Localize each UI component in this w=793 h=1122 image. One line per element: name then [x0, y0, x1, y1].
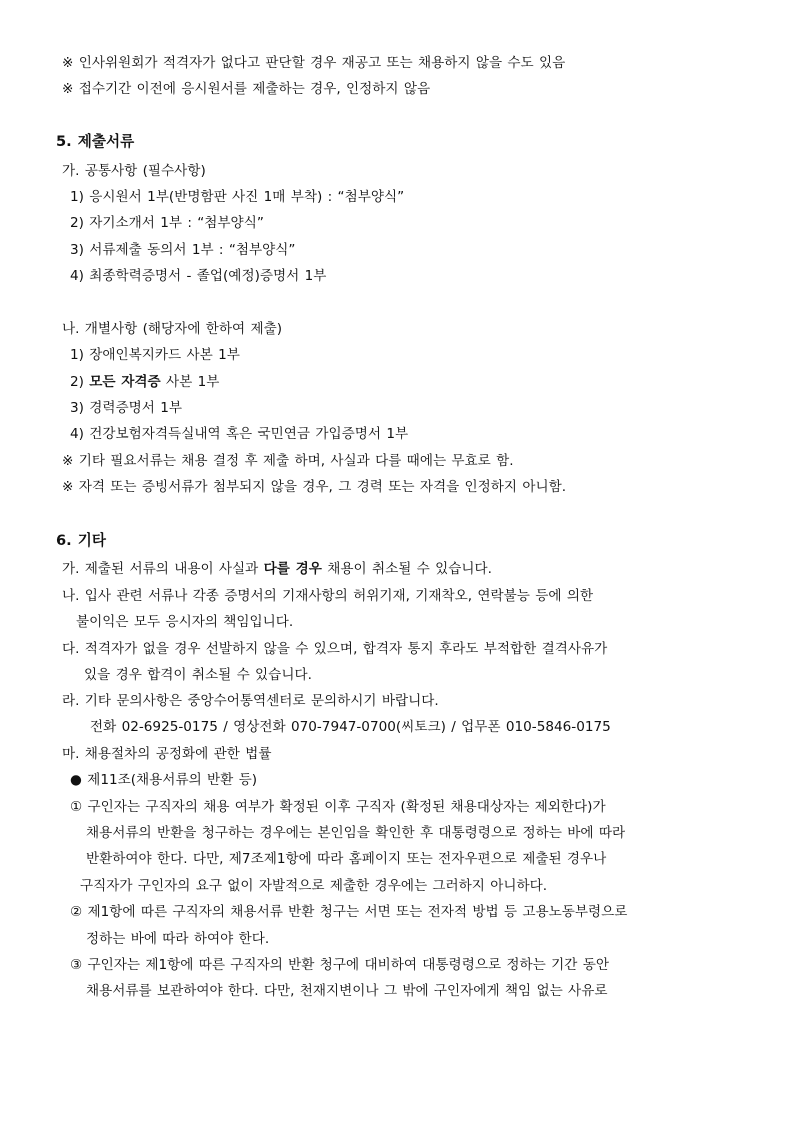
note-early-submission: ※ 접수기간 이전에 응시원서를 제출하는 경우, 인정하지 않음 [62, 81, 431, 97]
individual-item-2 [70, 373, 219, 391]
paragraph-2-line-1: ② 제1항에 따른 구직자의 채용서류 반환 청구는 서면 또는 전자적 방법 등 고용노동부령으로 [70, 904, 628, 920]
paragraph-3-line-1: ③ 구인자는 제1항에 따른 구직자의 반환 청구에 대비하여 대통령령으로 정하는 기간 동안 [70, 957, 609, 973]
etc-ma-heading: 마. 채용절차의 공정화에 관한 법률 [62, 746, 272, 762]
etc-ga [62, 560, 492, 578]
individual-item-2-bold: 모든 자격증 [89, 374, 161, 390]
etc-ra-line-1: 라. 기타 문의사항은 중앙수어통역센터로 문의하시기 바랍니다. [62, 693, 439, 709]
individual-item-2-suffix: 사본 1부 [160, 374, 220, 390]
individual-item-1: 1) 장애인복지카드 사본 1부 [70, 347, 240, 363]
common-item-4: 4) 최종학력증명서 - 졸업(예정)증명서 1부 [70, 268, 327, 284]
paragraph-1-line-3: 반환하여야 한다. 다만, 제7조제1항에 따라 홈페이지 또는 전자우편으로 제출된 경우나 [86, 851, 607, 867]
individual-item-2-prefix: 2) [70, 374, 90, 390]
individual-item-4: 4) 건강보험자격득실내역 혹은 국민연금 가입증명서 1부 [70, 426, 409, 442]
common-item-1: 1) 응시원서 1부(반명함판 사진 1매 부착) : “첨부양식” [70, 189, 405, 205]
note-rehire: ※ 인사위원회가 적격자가 없다고 판단할 경우 재공고 또는 채용하지 않을 수도 있음 [62, 55, 566, 71]
etc-da-line-1: 다. 적격자가 없을 경우 선발하지 않을 수 있으며, 합격자 통지 후라도 부적합한 결격사유가 [62, 641, 608, 657]
common-item-2: 2) 자기소개서 1부 : “첨부양식” [70, 215, 264, 231]
paragraph-1-line-4: 구직자가 구인자의 요구 없이 자발적으로 제출한 경우에는 그러하지 아니하다. [80, 878, 548, 894]
common-heading: 가. 공통사항 (필수사항) [62, 163, 206, 179]
paragraph-1-line-2: 채용서류의 반환을 청구하는 경우에는 본인임을 확인한 후 대통령령으로 정하는 바에 따라 [86, 825, 626, 841]
etc-da-line-2: 있을 경우 합격이 취소될 수 있습니다. [84, 667, 312, 683]
paragraph-1-line-1: ① 구인자는 구직자의 채용 여부가 확정된 이후 구직자 (확정된 채용대상자는 제외한다)가 [70, 799, 606, 815]
individual-item-3: 3) 경력증명서 1부 [70, 400, 183, 416]
etc-ga-prefix: 가. 제출된 서류의 내용이 사실과 [62, 561, 264, 577]
paragraph-3-line-2: 채용서류를 보관하여야 한다. 다만, 천재지변이나 그 밖에 구인자에게 책임 없는 사유로 [86, 983, 608, 999]
individual-note-1: ※ 기타 필요서류는 채용 결정 후 제출 하며, 사실과 다를 때에는 무효로 함. [62, 453, 514, 469]
paragraph-2-line-2: 정하는 바에 따라 하여야 한다. [86, 931, 270, 947]
section-6-title: 6. 기타 [56, 532, 106, 549]
common-item-3: 3) 서류제출 동의서 1부 : “첨부양식” [70, 242, 296, 258]
article-11-heading: ● 제11조(채용서류의 반환 등) [70, 772, 258, 788]
etc-ga-bold: 다를 경우 [263, 561, 322, 577]
contact-info: 전화 02-6925-0175 / 영상전화 070-7947-0700(씨토크) / 업무폰 010-5846-0175 [90, 719, 611, 735]
etc-na-line-1: 나. 입사 관련 서류나 각종 증명서의 기재사항의 허위기재, 기재착오, 연락불능 등에 의한 [62, 588, 594, 604]
etc-ga-suffix: 채용이 취소될 수 있습니다. [321, 561, 492, 577]
individual-note-2: ※ 자격 또는 증빙서류가 첨부되지 않을 경우, 그 경력 또는 자격을 인정하지 아니함. [62, 479, 567, 495]
etc-na-line-2: 불이익은 모두 응시자의 책임입니다. [76, 614, 294, 630]
section-5-title: 5. 제출서류 [56, 133, 135, 150]
individual-heading: 나. 개별사항 (해당자에 한하여 제출) [62, 321, 283, 337]
